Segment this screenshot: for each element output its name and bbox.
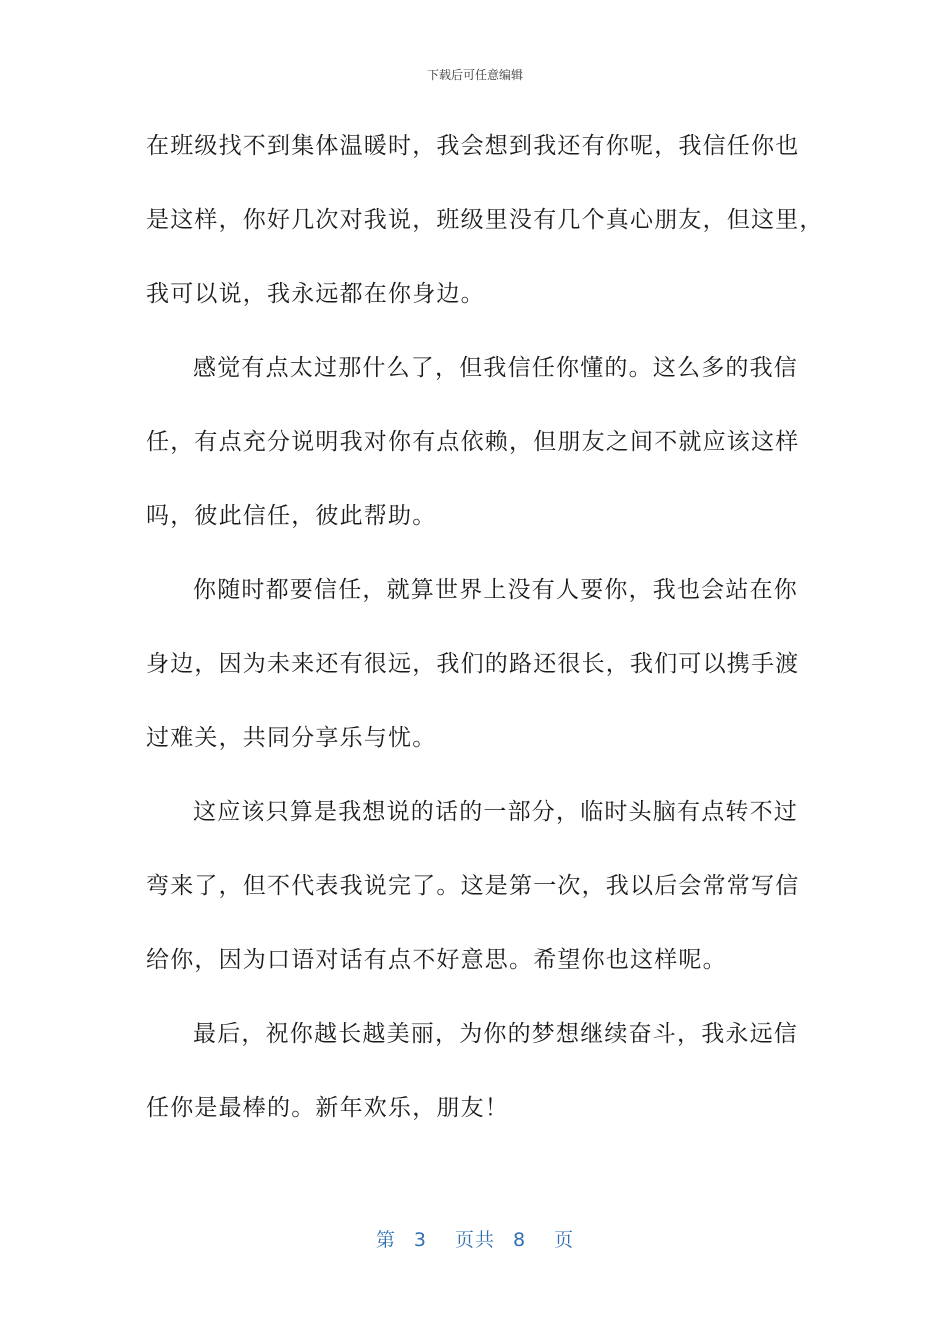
current-page-number: 3 [413, 1229, 427, 1251]
total-pages-number: 8 [513, 1229, 527, 1251]
text-line: 这应该只算是我想说的话的一部分，临时头脑有点转不过 [193, 799, 798, 825]
text-line: 在班级找不到集体温暖时，我会想到我还有你呢，我信任你也 [146, 133, 800, 159]
text-line: 给你，因为口语对话有点不好意思。希望你也这样呢。 [146, 947, 727, 973]
text-line: 过难关，共同分享乐与忧。 [146, 725, 437, 751]
text-line: 身边，因为未来还有很远，我们的路还很长，我们可以携手渡 [146, 651, 800, 677]
text-line: 任你是最棒的。新年欢乐，朋友！ [146, 1095, 509, 1121]
text-line: 弯来了，但不代表我说完了。这是第一次，我以后会常常写信 [146, 873, 800, 899]
text-line: 我可以说，我永远都在你身边。 [146, 281, 485, 307]
text-line: 最后，祝你越长越美丽，为你的梦想继续奋斗，我永远信 [193, 1021, 798, 1047]
page-number-footer [0, 1225, 950, 1252]
text-line: 你随时都要信任，就算世界上没有人要你，我也会站在你 [193, 577, 798, 603]
footer-suffix: 页 [554, 1229, 575, 1251]
footer-prefix: 第 [375, 1229, 396, 1251]
page-header: 下载后可任意编辑 [426, 68, 523, 82]
letter-body [146, 120, 824, 1156]
text-line: 是这样，你好几次对我说，班级里没有几个真心朋友，但这里， [146, 207, 824, 233]
text-line: 任，有点充分说明我对你有点依赖，但朋友之间不就应该这样 [146, 429, 800, 455]
text-line: 感觉有点太过那什么了，但我信任你懂的。这么多的我信 [193, 355, 798, 381]
footer-middle: 页共 [454, 1229, 495, 1251]
text-line: 吗，彼此信任，彼此帮助。 [146, 503, 437, 529]
